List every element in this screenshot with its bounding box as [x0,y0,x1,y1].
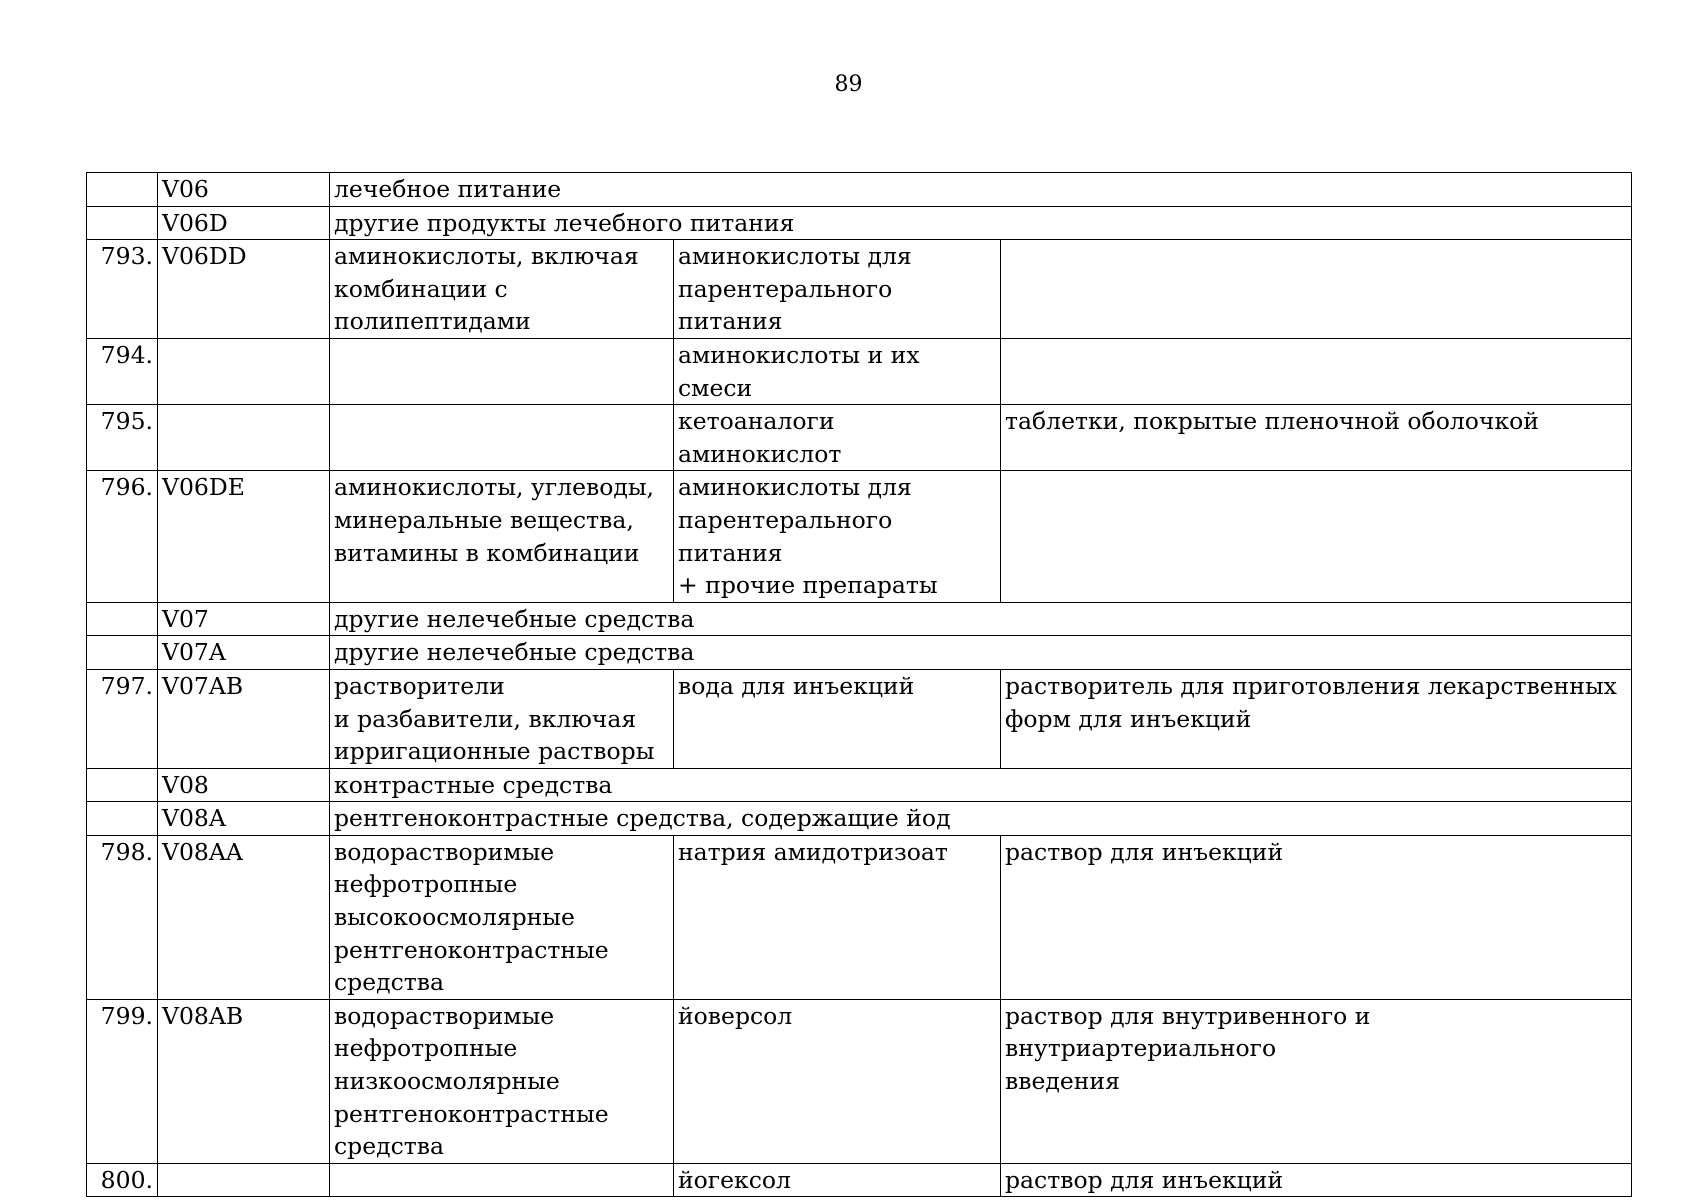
table-row [87,1163,1632,1197]
dosage-form-cell [1001,338,1632,404]
group-name-cell: контрастные средства [330,768,1632,802]
atc-code-cell: V08AA [158,835,330,999]
drug-name-cell: йогексол [674,1163,1001,1197]
drug-name-cell: аминокислоты и их смеси [674,338,1001,404]
table-row-group [87,768,1632,802]
drug-table [86,172,1632,1197]
atc-code-cell: V07A [158,636,330,670]
dosage-form-cell: раствор для внутривенного и внутриартериального введения [1001,999,1632,1163]
row-number-cell: 794. [87,338,158,404]
drug-name-cell: аминокислоты для парентерального питания + прочие препараты [674,471,1001,602]
atc-code-cell: V08AB [158,999,330,1163]
table-row-group [87,636,1632,670]
table-body [87,173,1632,1197]
atc-code-cell: V08 [158,768,330,802]
dosage-form-cell [1001,240,1632,339]
group-name-cell: рентгеноконтрастные средства, содержащие йод [330,802,1632,836]
atc-code-cell [158,405,330,471]
table-row [87,835,1632,999]
atc-code-cell: V06DE [158,471,330,602]
dosage-form-cell: растворитель для приготовления лекарственных форм для инъекций [1001,669,1632,768]
anatomical-group-cell [330,338,674,404]
dosage-form-cell: раствор для инъекций [1001,835,1632,999]
table-row [87,338,1632,404]
atc-code-cell [158,1163,330,1197]
row-number-cell [87,206,158,240]
row-number-cell [87,602,158,636]
drug-name-cell: аминокислоты для парентерального питания [674,240,1001,339]
row-number-cell: 798. [87,835,158,999]
row-number-cell: 795. [87,405,158,471]
anatomical-group-cell: водорастворимые нефротропные низкоосмолярные рентгеноконтрастные средства [330,999,674,1163]
table-row [87,471,1632,602]
anatomical-group-cell [330,405,674,471]
atc-code-cell: V07AB [158,669,330,768]
atc-code-cell: V06D [158,206,330,240]
atc-code-cell: V06DD [158,240,330,339]
group-name-cell: другие нелечебные средства [330,602,1632,636]
row-number-cell: 796. [87,471,158,602]
group-name-cell: другие продукты лечебного питания [330,206,1632,240]
row-number-cell [87,768,158,802]
page-number: 89 [834,72,863,97]
atc-code-cell: V06 [158,173,330,207]
dosage-form-cell: таблетки, покрытые пленочной оболочкой [1001,405,1632,471]
row-number-cell: 793. [87,240,158,339]
table-row-group [87,173,1632,207]
row-number-cell [87,636,158,670]
atc-code-cell: V07 [158,602,330,636]
drug-name-cell: йоверсол [674,999,1001,1163]
table-row [87,240,1632,339]
drug-name-cell: кетоаналоги аминокислот [674,405,1001,471]
anatomical-group-cell: аминокислоты, углеводы, минеральные вещества, витамины в комбинации [330,471,674,602]
drug-name-cell: натрия амидотризоат [674,835,1001,999]
anatomical-group-cell: растворители и разбавители, включая ирригационные растворы [330,669,674,768]
table-row-group [87,802,1632,836]
table-row-group [87,206,1632,240]
anatomical-group-cell [330,1163,674,1197]
anatomical-group-cell: аминокислоты, включая комбинации с полипептидами [330,240,674,339]
group-name-cell: лечебное питание [330,173,1632,207]
table-row [87,999,1632,1163]
row-number-cell [87,802,158,836]
atc-code-cell [158,338,330,404]
group-name-cell: другие нелечебные средства [330,636,1632,670]
table-row [87,405,1632,471]
dosage-form-cell [1001,471,1632,602]
atc-code-cell: V08A [158,802,330,836]
row-number-cell: 797. [87,669,158,768]
table-row [87,669,1632,768]
dosage-form-cell: раствор для инъекций [1001,1163,1632,1197]
row-number-cell [87,173,158,207]
row-number-cell: 800. [87,1163,158,1197]
table-row-group [87,602,1632,636]
row-number-cell: 799. [87,999,158,1163]
drug-name-cell: вода для инъекций [674,669,1001,768]
anatomical-group-cell: водорастворимые нефротропные высокоосмолярные рентгеноконтрастные средства [330,835,674,999]
